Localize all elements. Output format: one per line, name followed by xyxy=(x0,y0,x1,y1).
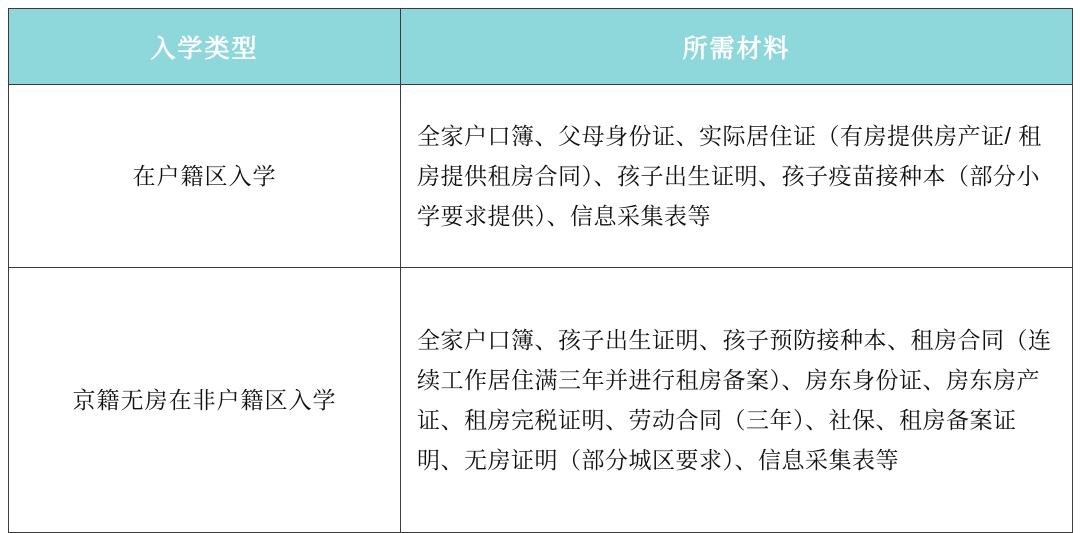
cell-enrollment-type: 京籍无房在非户籍区入学 xyxy=(9,268,401,533)
column-header-enrollment-type: 入学类型 xyxy=(9,9,401,85)
cell-enrollment-type: 在户籍区入学 xyxy=(9,85,401,268)
table-row xyxy=(9,268,1073,533)
column-header-required-materials: 所需材料 xyxy=(401,9,1073,85)
table-row xyxy=(9,85,1073,268)
cell-required-materials: 全家户口簿、孩子出生证明、孩子预防接种本、租房合同（连续工作居住满三年并进行租房备案）、房东身份证、房东房产证、租房完税证明、劳动合同（三年）、社保、租房备案证明、无房证明（部分城区要求）、信息采集表等 xyxy=(401,268,1073,533)
table-header xyxy=(9,9,1073,85)
header-row xyxy=(9,9,1073,85)
cell-required-materials: 全家户口簿、父母身份证、实际居住证（有房提供房产证/ 租房提供租房合同）、孩子出生证明、孩子疫苗接种本（部分小学要求提供）、信息采集表等 xyxy=(401,85,1073,268)
enrollment-requirements-table xyxy=(8,8,1073,533)
table-body xyxy=(9,85,1073,533)
